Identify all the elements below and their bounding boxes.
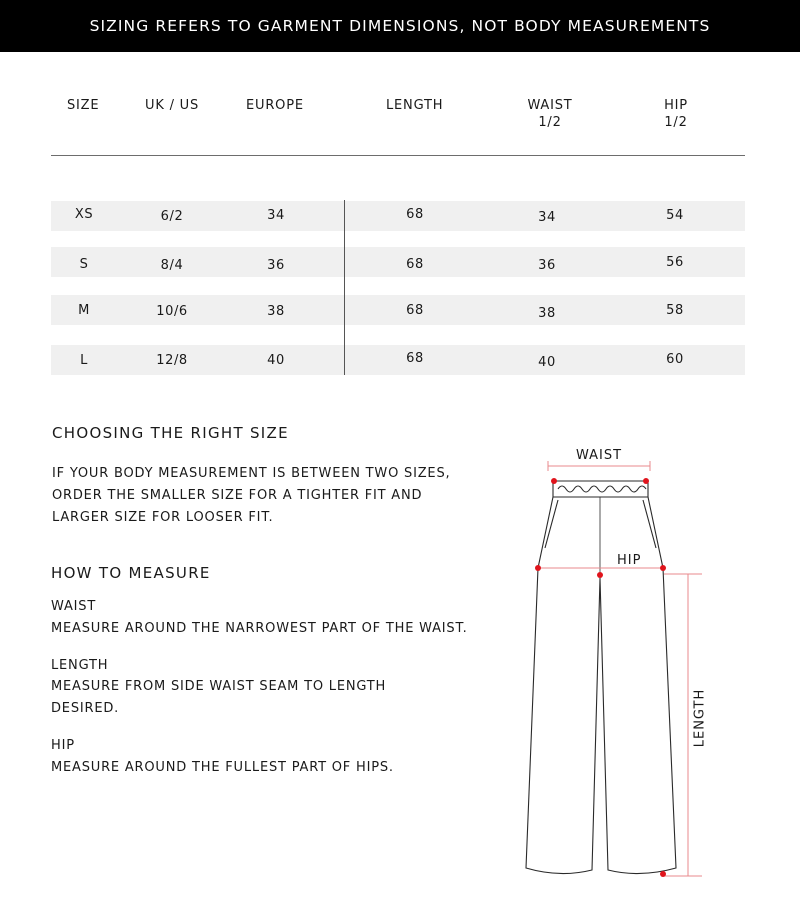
- hip-dot-left: [535, 565, 541, 571]
- choosing-line: IF YOUR BODY MEASUREMENT IS BETWEEN TWO SIZES,: [52, 466, 451, 481]
- waistband: [553, 481, 648, 497]
- hip-dot-right: [660, 565, 666, 571]
- cell-size: L: [80, 353, 88, 368]
- header-waist-sub: 1/2: [538, 115, 562, 130]
- cell-uk-us: 6/2: [160, 209, 184, 224]
- cell-europe: 36: [267, 258, 285, 273]
- header-hip-label: HIP: [664, 98, 688, 113]
- header-europe: EUROPE: [246, 98, 304, 113]
- cell-hip: 54: [666, 208, 684, 223]
- header-uk-us: UK / US: [145, 98, 200, 113]
- header-size: SIZE: [67, 98, 100, 113]
- cell-waist: 40: [538, 355, 556, 370]
- header-waist-label: WAIST: [527, 98, 573, 113]
- choosing-line: LARGER SIZE FOR LOOSER FIT.: [52, 510, 274, 525]
- how-title: HOW TO MEASURE: [51, 564, 211, 582]
- diagram-waist-label: WAIST: [576, 448, 623, 463]
- cell-length: 68: [406, 257, 424, 272]
- diagram-length-label: LENGTH: [692, 688, 708, 748]
- choosing-line: ORDER THE SMALLER SIZE FOR A TIGHTER FIT AND: [52, 488, 423, 503]
- diagram-hip-label: HIP: [617, 553, 642, 568]
- cell-uk-us: 8/4: [160, 258, 184, 273]
- cell-length: 68: [406, 303, 424, 318]
- choosing-title: CHOOSING THE RIGHT SIZE: [52, 424, 289, 442]
- length-heading: LENGTH: [51, 658, 109, 673]
- cell-size: S: [79, 257, 89, 272]
- cell-hip: 56: [666, 255, 684, 270]
- waist-text: MEASURE AROUND THE NARROWEST PART OF THE WAIST.: [51, 621, 468, 636]
- cell-size: XS: [74, 207, 94, 222]
- waist-heading: WAIST: [51, 599, 97, 614]
- cell-hip: 60: [666, 352, 684, 367]
- cell-size: M: [78, 303, 90, 318]
- hip-dot-center: [597, 572, 603, 578]
- length-line: MEASURE FROM SIDE WAIST SEAM TO LENGTH: [51, 679, 387, 694]
- cell-europe: 40: [267, 353, 285, 368]
- cell-length: 68: [406, 351, 424, 366]
- cell-length: 68: [406, 207, 424, 222]
- length-dot-bottom: [660, 871, 666, 877]
- cell-waist: 38: [538, 306, 556, 321]
- waist-dot-right: [643, 478, 649, 484]
- waist-dot-left: [551, 478, 557, 484]
- trousers-outline: [526, 497, 676, 874]
- cell-uk-us: 10/6: [156, 304, 188, 319]
- banner: SIZING REFERS TO GARMENT DIMENSIONS, NOT BODY MEASUREMENTS: [0, 0, 800, 52]
- length-line: DESIRED.: [51, 701, 120, 716]
- header-length: LENGTH: [386, 98, 444, 113]
- cell-waist: 36: [538, 258, 556, 273]
- cell-waist: 34: [538, 210, 556, 225]
- hip-heading: HIP: [51, 738, 75, 753]
- hip-text: MEASURE AROUND THE FULLEST PART OF HIPS.: [51, 760, 394, 775]
- header-hip-sub: 1/2: [664, 115, 688, 130]
- cell-europe: 34: [267, 208, 285, 223]
- cell-europe: 38: [267, 304, 285, 319]
- cell-hip: 58: [666, 303, 684, 318]
- waistband-gathers: [558, 486, 646, 492]
- cell-uk-us: 12/8: [156, 353, 188, 368]
